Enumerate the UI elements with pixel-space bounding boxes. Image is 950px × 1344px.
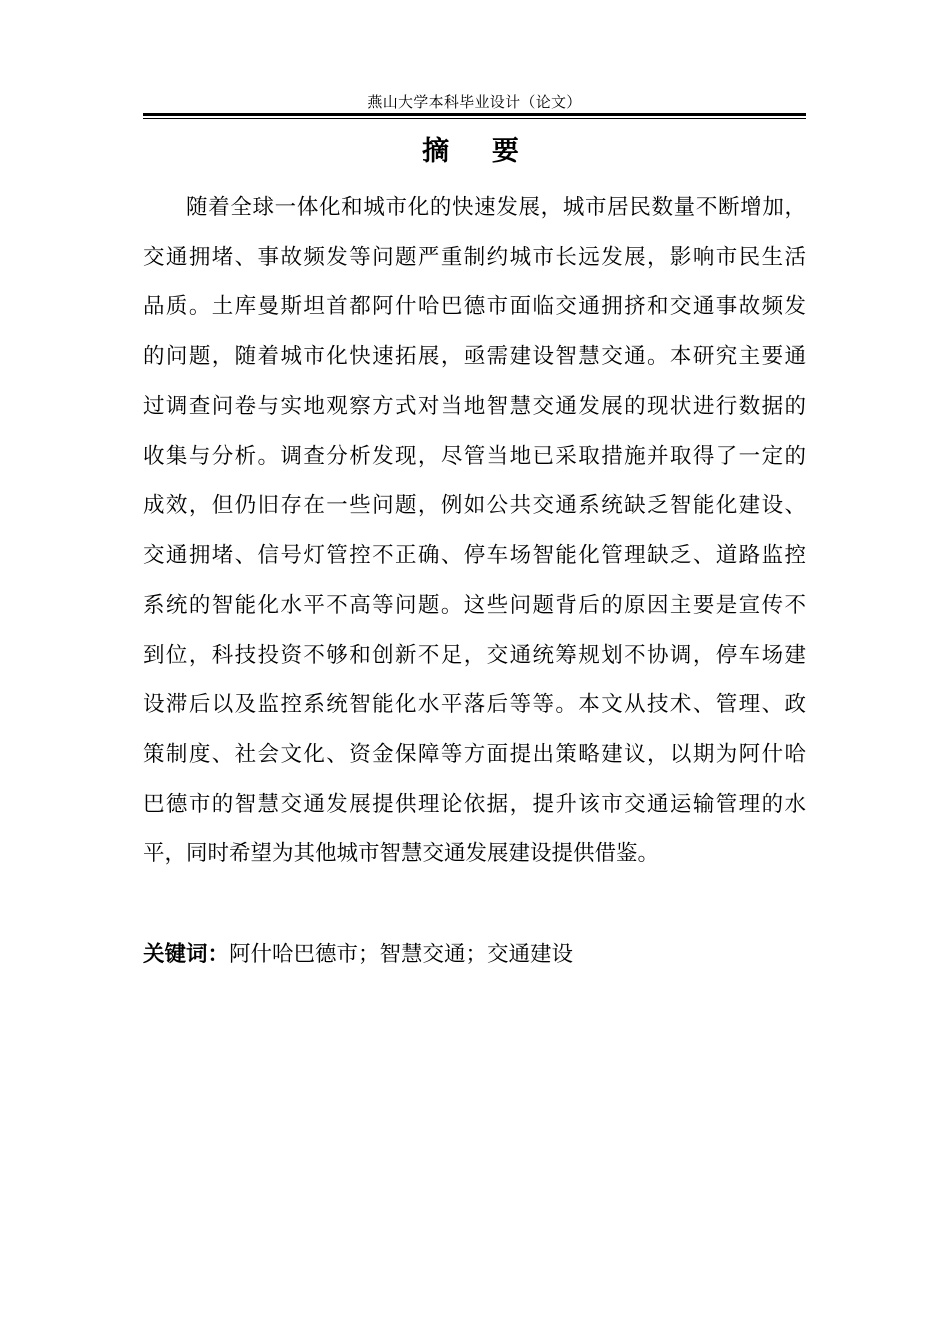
abstract-line: 品质。土库曼斯坦首都阿什哈巴德市面临交通拥挤和交通事故频发 bbox=[143, 294, 806, 319]
abstract-line: 成效，但仍旧存在一些问题，例如公共交通系统缺乏智能化建设、 bbox=[143, 493, 806, 518]
keywords-label: 关键词： bbox=[143, 942, 230, 967]
keywords-line bbox=[143, 939, 806, 971]
abstract-line: 系统的智能化水平不高等问题。这些问题背后的原因主要是宣传不 bbox=[143, 593, 806, 618]
header-rule-thick bbox=[143, 113, 806, 116]
abstract-line: 设滞后以及监控系统智能化水平落后等等。本文从技术、管理、政 bbox=[143, 692, 806, 717]
abstract-title: 摘 要 bbox=[422, 136, 527, 167]
keywords-value: 阿什哈巴德市；智慧交通；交通建设 bbox=[229, 942, 574, 967]
abstract-line: 的问题，随着城市化快速拓展，亟需建设智慧交通。本研究主要通 bbox=[143, 344, 806, 369]
abstract-line: 到位，科技投资不够和创新不足，交通统筹规划不协调，停车场建 bbox=[143, 643, 806, 668]
abstract-line: 收集与分析。调查分析发现，尽管当地已采取措施并取得了一定的 bbox=[143, 444, 806, 469]
running-header: 燕山大学本科毕业设计（论文） bbox=[367, 93, 582, 111]
header-rule-thin bbox=[143, 118, 806, 119]
abstract-line: 平，同时希望为其他城市智慧交通发展建设提供借鉴。 bbox=[143, 841, 660, 866]
abstract-line: 过调查问卷与实地观察方式对当地智慧交通发展的现状进行数据的 bbox=[143, 394, 806, 419]
abstract-line: 交通拥堵、事故频发等问题严重制约城市长远发展，影响市民生活 bbox=[143, 245, 806, 270]
abstract-line: 巴德市的智慧交通发展提供理论依据，提升该市交通运输管理的水 bbox=[143, 792, 806, 817]
abstract-line: 随着全球一体化和城市化的快速发展，城市居民数量不断增加， bbox=[186, 195, 806, 220]
abstract-line: 策制度、社会文化、资金保障等方面提出策略建议，以期为阿什哈 bbox=[143, 742, 806, 767]
abstract-line: 交通拥堵、信号灯管控不正确、停车场智能化管理缺乏、道路监控 bbox=[143, 543, 806, 568]
